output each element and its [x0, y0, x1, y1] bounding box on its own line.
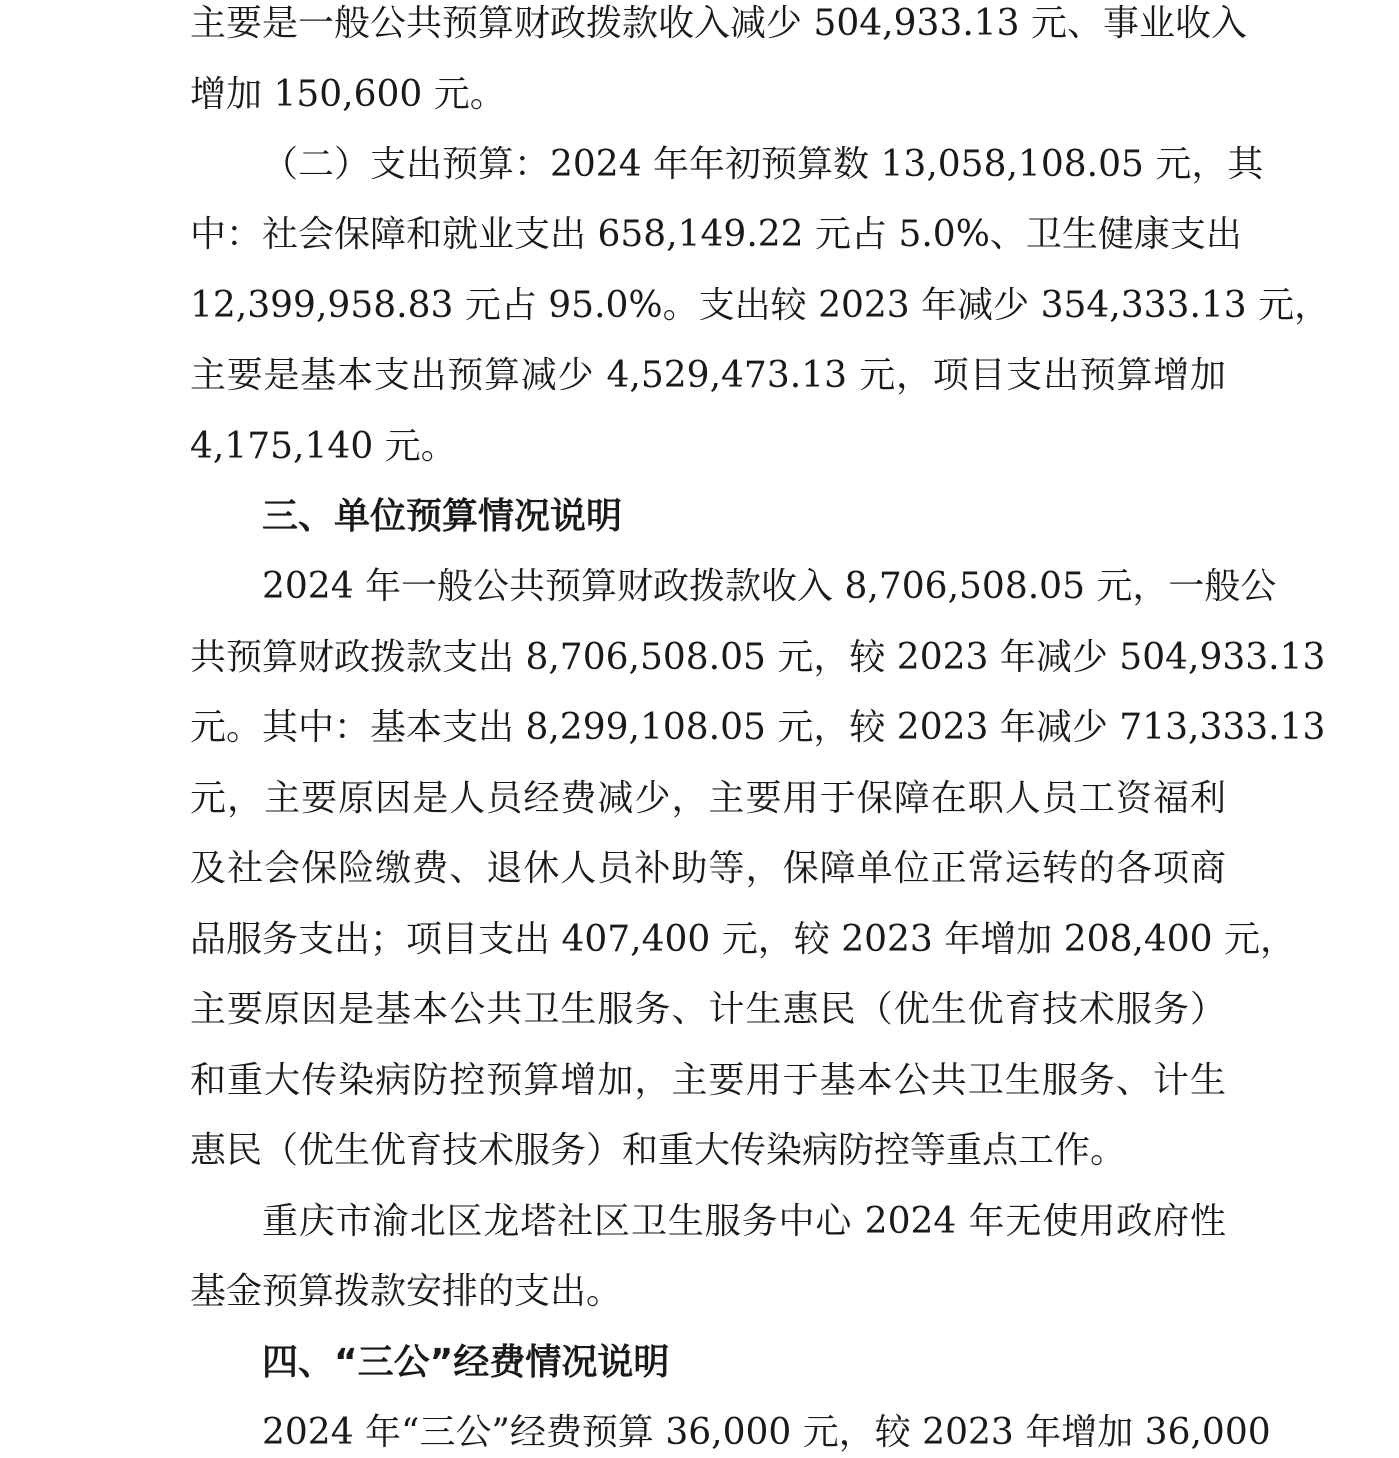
- paragraph-line: 元。其中：基本支出 8,299,108.05 元，较 2023 年减少 713,333.13: [190, 707, 1326, 748]
- paragraph-line: 4,175,140 元。: [190, 426, 457, 467]
- section-heading: 四、“三公”经费情况说明: [262, 1342, 670, 1383]
- paragraph-line: 12,399,958.83 元占 95.0%。支出较 2023 年减少 354,333.13 元，: [190, 285, 1331, 326]
- paragraph-line: 主要是一般公共预算财政拨款收入减少 504,933.13 元、事业收入: [190, 3, 1248, 44]
- section-heading: 三、单位预算情况说明: [262, 496, 623, 537]
- paragraph-line: 品服务支出；项目支出 407,400 元，较 2023 年增加 208,400 元，: [190, 919, 1297, 960]
- paragraph-line: 重庆市渝北区龙塔社区卫生服务中心 2024 年无使用政府性: [262, 1201, 1226, 1242]
- paragraph-line: 主要原因是基本公共卫生服务、计生惠民（优生优育技术服务）: [190, 989, 1226, 1030]
- paragraph-line: 2024 年“三公”经费预算 36,000 元，较 2023 年增加 36,000: [262, 1412, 1271, 1453]
- paragraph-line: 和重大传染病防控预算增加，主要用于基本公共卫生服务、计生: [190, 1060, 1226, 1101]
- paragraph-line: 元，主要原因是人员经费减少，主要用于保障在职人员工资福利: [190, 778, 1226, 819]
- paragraph-line: 共预算财政拨款支出 8,706,508.05 元，较 2023 年减少 504,933.13: [190, 637, 1326, 678]
- paragraph-line: 惠民（优生优育技术服务）和重大传染病防控等重点工作。: [190, 1130, 1127, 1171]
- paragraph-line: 主要是基本支出预算减少 4,529,473.13 元，项目支出预算增加: [190, 355, 1226, 396]
- paragraph-line: 增加 150,600 元。: [190, 74, 506, 115]
- paragraph-line: 中：社会保障和就业支出 658,149.22 元占 5.0%、卫生健康支出: [190, 214, 1242, 255]
- paragraph-line: 2024 年一般公共预算财政拨款收入 8,706,508.05 元，一般公: [262, 566, 1277, 607]
- paragraph-line: 基金预算拨款安排的支出。: [190, 1271, 623, 1312]
- paragraph-line: 及社会保险缴费、退休人员补助等，保障单位正常运转的各项商: [190, 848, 1226, 889]
- paragraph-line: （二）支出预算：2024 年年初预算数 13,058,108.05 元，其: [262, 144, 1264, 185]
